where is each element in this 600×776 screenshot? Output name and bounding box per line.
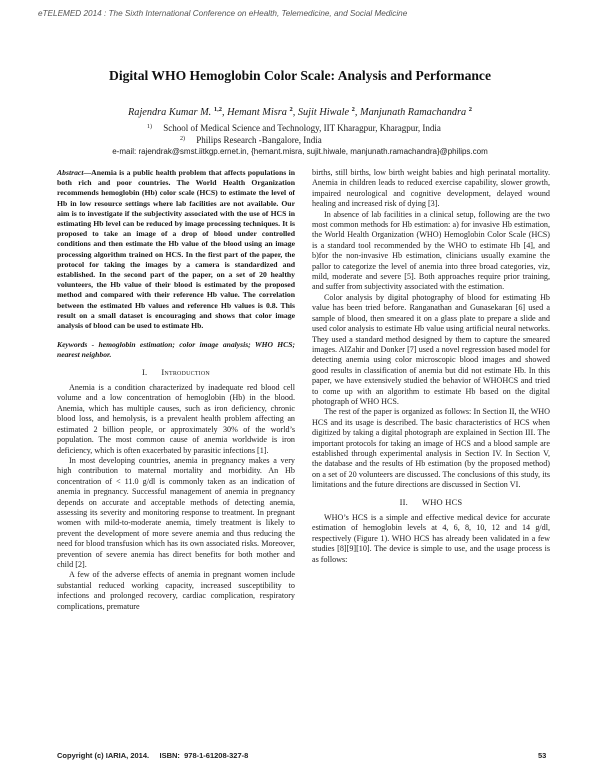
- keywords: Keywords - hemoglobin estimation; color image analysis; WHO HCS; nearest neighbor.: [57, 340, 295, 360]
- right-column: [312, 168, 550, 565]
- affiliation-text: School of Medical Science and Technology, IIT Kharagpur, Kharagpur, India: [163, 123, 441, 133]
- section-heading-who-hcs: [312, 497, 550, 507]
- section-heading-introduction: [57, 367, 295, 377]
- author-affiliation-mark: 2: [289, 106, 293, 113]
- page-number: 53: [538, 751, 547, 760]
- paragraph: WHO’s HCS is a simple and effective medical device for accurate estimation of hemoglobin levels at 4, 6, 8, 10, 12 and 14 g/dl, respectively (Figure 1). WHO HCS has already been validated in a few studies [8][9][10]. The device is simple to use, and the usage process is as follows:: [312, 513, 550, 564]
- conference-header: eTELEMED 2014 : The Sixth International Conference on eHealth, Telemedicine, and Social Medicine: [38, 9, 408, 18]
- paragraph: Anemia is a condition characterized by inadequate red blood cell volume and a low concentration of hemoglobin (Hb) in the blood. Anemia, which has multiple causes, such as iron deficiency, chronic blood loss, and hemolysis, is a prevalent health problem affecting an estimated 2 billion people, or approximately 30% of the world’s population. The most common cause of anemia worldwide is iron deficiency, which is often exacerbated by parasitic infections [1].: [57, 383, 295, 455]
- affiliation-text: Philips Research -Bangalore, India: [196, 135, 322, 145]
- author-name: Rajendra Kumar M.: [128, 107, 212, 118]
- author-name: Sujit Hiwale: [297, 107, 350, 118]
- author-separator: ,: [221, 107, 228, 118]
- author-separator: ,: [292, 107, 298, 118]
- author-affiliation-mark: 1,2: [213, 106, 222, 113]
- abstract: [57, 168, 295, 331]
- copyright-footer: Copyright (c) IARIA, 2014. ISBN: 978-1-61208-327-8: [57, 751, 249, 760]
- affiliation-mark: 2): [180, 136, 185, 142]
- paragraph: Color analysis by digital photography of blood for estimating Hb value has been tried before. Ranganathan and Gunasekaran [6] used a sample of blood, then smeared it on a glass plate to prepare a slide and used color analysis to estimate Hb value using artificial neural networks. They used a standard method designed by them to capture the smeared images. AlZahir and Donker [7] used a novel regression based model for detecting anemia using color microscopic blood images and showed good results in classification of anemia but did not estimate Hb. In this paper, we have extensively studied the behavior of WHOHCS and tried to come up with an algorithm to estimate Hb based on the digital photograph of WHO HCS.: [312, 292, 550, 406]
- paragraph: In most developing countries, anemia in pregnancy makes a very high contribution to maternal mortality and morbidity. An Hb concentration of < 11.0 g/dl is commonly taken as an indication of anemia in pregnancy. Successful management of anemia in pregnancy depends on accurate and acceptable methods of detecting anemia, assessing its severity and monitoring response to treatment. In pregnant women with mild-to-moderate anemia, timely treatment is likely to prevent the development of more severe anemia and thus reducing the need for blood transfusion which has its own associated risks. Moreover, prevention of severe anemia has direct benefits for both mother and child [2].: [57, 455, 295, 569]
- author-list: [0, 107, 600, 118]
- affiliation-mark: 1): [147, 124, 152, 130]
- left-column: [57, 168, 295, 612]
- section-title: Introduction: [161, 366, 210, 377]
- paragraph: births, still births, low birth weight babies and high perinatal mortality. Anemia in children leads to reduced exercise capability, slower growth, impaired neurological and cognitive development, delayed wound healing and increased risk of dying [3].: [312, 168, 550, 209]
- author-affiliation-mark: 2: [351, 106, 355, 113]
- author-name: Manjunath Ramachandra: [360, 107, 467, 118]
- author-name: Hemant Misra: [227, 107, 287, 118]
- author-affiliation-mark: 2: [468, 106, 472, 113]
- paragraph: A few of the adverse effects of anemia in pregnant women include substantial reduced working capacity, increased susceptibility to infections and prolonged recovery, cardiac complication, respiratory complications, premature: [57, 570, 295, 611]
- paragraph: In absence of lab facilities in a clinical setup, following are the two most common methods for Hb estimation: a) for invasive Hb estimation, the World Health Organization (WHO) Hemoglobin Color Scale (HCS) is a standard tool recommended by the WHO to estimate Hb [4], and b)for the non-invasive Hb estimation, clinicians usually examine the pallor to categorize the level of anemia into three broad categories, viz, mild, moderate and severe [5]. Both approaches require prior training, and suffer from subjectivity associated with the estimation.: [312, 209, 550, 292]
- affiliation-2: [180, 135, 322, 145]
- email-line: e-mail: rajendrak@smst.iitkgp.ernet.in, {hemant.misra, sujit.hiwale, manjunath.ramachandra}@philips.com: [112, 147, 488, 156]
- section-number: II.: [399, 496, 408, 507]
- abstract-text: —Anemia is a public health problem that affects populations in both rich and poor countries. The World Health Organization recommends hemoglobin (Hb) color scale (HCS) to estimate the level of Hb in low resource settings where lab facilities are not available. Our aim is to investigate if the subjectivity associated with the use of HCS in estimating Hb level can be reduced by image processing techniques. It is proposed to take an image of a drop of blood under controlled conditions and then estimate the Hb value of the blood using an image processing algorithm trained on HCS. In the first part of the paper, the protocol for taking the images by a camera is standardized and established. In the second part of the paper, on a set of 20 healthy volunteers, the Hb value of their blood is estimated by the proposed method and compared with their reference Hb value. The correlation between the estimated Hb values and reference Hb values is 0.8. This result on a small dataset is encouraging and shows that color image analysis of blood can be used to estimate Hb.: [57, 168, 295, 331]
- section-number: I.: [142, 366, 148, 377]
- section-title: WHO HCS: [422, 496, 463, 507]
- author-separator: ,: [354, 107, 361, 118]
- paragraph: The rest of the paper is organized as follows: In Section II, the WHO HCS and its usage is described. The basic characteristics of HCS when digitized by taking a digital photograph are explained in Section III. The important protocols for taking an image of HCS and a blood sample are established through experimental analysis in Section IV. In Section V, the database and the results of Hb estimation (by the proposed method) on a set of 20 volunteers are discussed. The conclusions of this study, its limitations and the future directions are discussed in Section VI.: [312, 407, 550, 490]
- abstract-label: Abstract: [57, 168, 84, 177]
- affiliation-1: [147, 123, 441, 133]
- paper-title: Digital WHO Hemoglobin Color Scale: Analysis and Performance: [109, 68, 491, 83]
